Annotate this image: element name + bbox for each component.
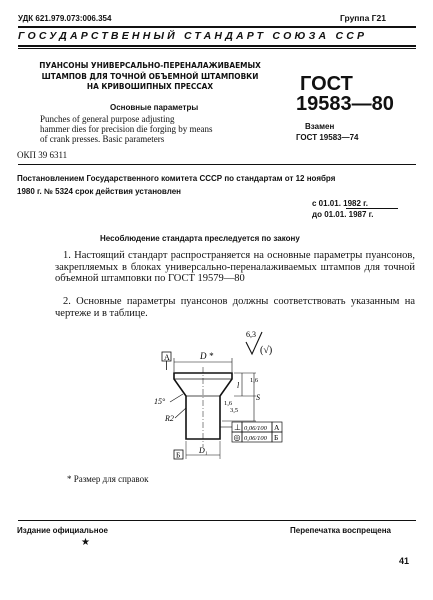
footer-rule <box>18 520 416 521</box>
header-rule-top <box>18 26 416 28</box>
tol-circ-icon: ◎ <box>233 433 241 442</box>
english-line-1: Punches of general purpose adjusting <box>40 114 175 124</box>
tol-circ-datum: Б <box>274 433 279 442</box>
datum-a-label: A <box>164 353 170 362</box>
decree-text <box>17 172 417 198</box>
official-edition: Издание официальное <box>17 526 108 535</box>
gost-label: ГОСТ <box>300 73 353 95</box>
page-number: 41 <box>399 556 410 566</box>
radius-leader <box>175 408 186 418</box>
legal-notice: Несоблюдение стандарта преследуется по закону <box>100 234 300 243</box>
english-line-2: hammer dies for precision die forging by means <box>40 124 213 134</box>
decree-line-2: 1980 г. № 5324 срок действия установлен <box>17 187 181 196</box>
tol-perp-icon: ⊥ <box>234 423 241 432</box>
title-line-2: ШТАМПОВ ДЛЯ ТОЧНОЙ ОБЪЕМНОЙ ШТАМПОВКИ <box>41 70 259 81</box>
dim-l-label: l <box>237 381 240 390</box>
dim-16-mid-label: 1,6 <box>224 400 233 407</box>
chamfer-label: 15° <box>154 397 166 406</box>
udk-code: УДК 621.979.073:006.354 <box>18 14 112 23</box>
dim-d1-label: D₁ <box>199 446 208 455</box>
standard-subtitle: Основные параметры <box>110 103 199 112</box>
dim-d-label: D * <box>200 351 214 361</box>
datum-b-label: Б <box>176 450 181 460</box>
replace-number: ГОСТ 19583—74 <box>296 133 359 142</box>
effective-from: с 01.01. 1982 г. <box>312 199 368 208</box>
tol-perp-datum: A <box>274 423 280 432</box>
reprint-notice: Перепечатка воспрещена <box>290 526 391 535</box>
roughness-value: 6,3 <box>246 330 256 339</box>
paragraph-2: 2. Основные параметры пуансонов должны соответствовать указанным на чертеже и в таблице. <box>55 296 415 319</box>
roughness-paren: (√) <box>260 345 273 356</box>
standard-title <box>30 60 270 92</box>
star-icon: ★ <box>81 537 90 548</box>
title-line-3: НА КРИВОШИПНЫХ ПРЕССАХ <box>86 81 214 91</box>
paragraph-1: 1. Настоящий стандарт распространяется на основные параметры пуансонов, закрепляемых в блоках универсально-переналаживаемых штампов для точной объемной штамповки по ГОСТ 19579—80 <box>55 250 415 284</box>
english-line-3: of crank presses. Basic parameters <box>40 134 165 144</box>
dim-35-label: 3,5 <box>230 407 239 414</box>
replace-label: Взамен <box>305 122 335 131</box>
english-title <box>40 114 280 144</box>
dim-16-top-label: 1,6 <box>250 377 259 384</box>
header-rule-bottom-1 <box>18 45 416 47</box>
okp-code: ОКП 39 6311 <box>17 150 68 160</box>
dim-s-label: S <box>256 393 260 402</box>
gost-number: 19583—80 <box>296 93 394 115</box>
title-line-1: ПУАНСОНЫ УНИВЕРСАЛЬНО-ПЕРЕНАЛАЖИВАЕМЫХ <box>39 60 261 70</box>
tol-circ-value: 0,06/100 <box>244 435 267 442</box>
title-rule <box>18 164 416 165</box>
tol-perp-value: 0,06/100 <box>244 425 267 432</box>
roughness-symbol <box>246 330 272 356</box>
footnote: * Размер для справок <box>67 474 149 484</box>
chamfer-leader <box>170 394 183 402</box>
header-rule-bottom-2 <box>18 48 416 49</box>
punch-drawing <box>150 322 310 472</box>
radius-label: R2 <box>165 414 174 423</box>
decree-line-1: Постановлением Государственного комитета СССР по стандартам от 12 ноября <box>17 174 336 183</box>
group-code: Группа Г21 <box>340 13 386 23</box>
effective-to: до 01.01. 1987 г. <box>312 210 374 219</box>
state-standard-banner: ГОСУДАРСТВЕННЫЙ СТАНДАРТ СОЮЗА ССР <box>18 30 368 42</box>
date-rule <box>346 208 398 209</box>
